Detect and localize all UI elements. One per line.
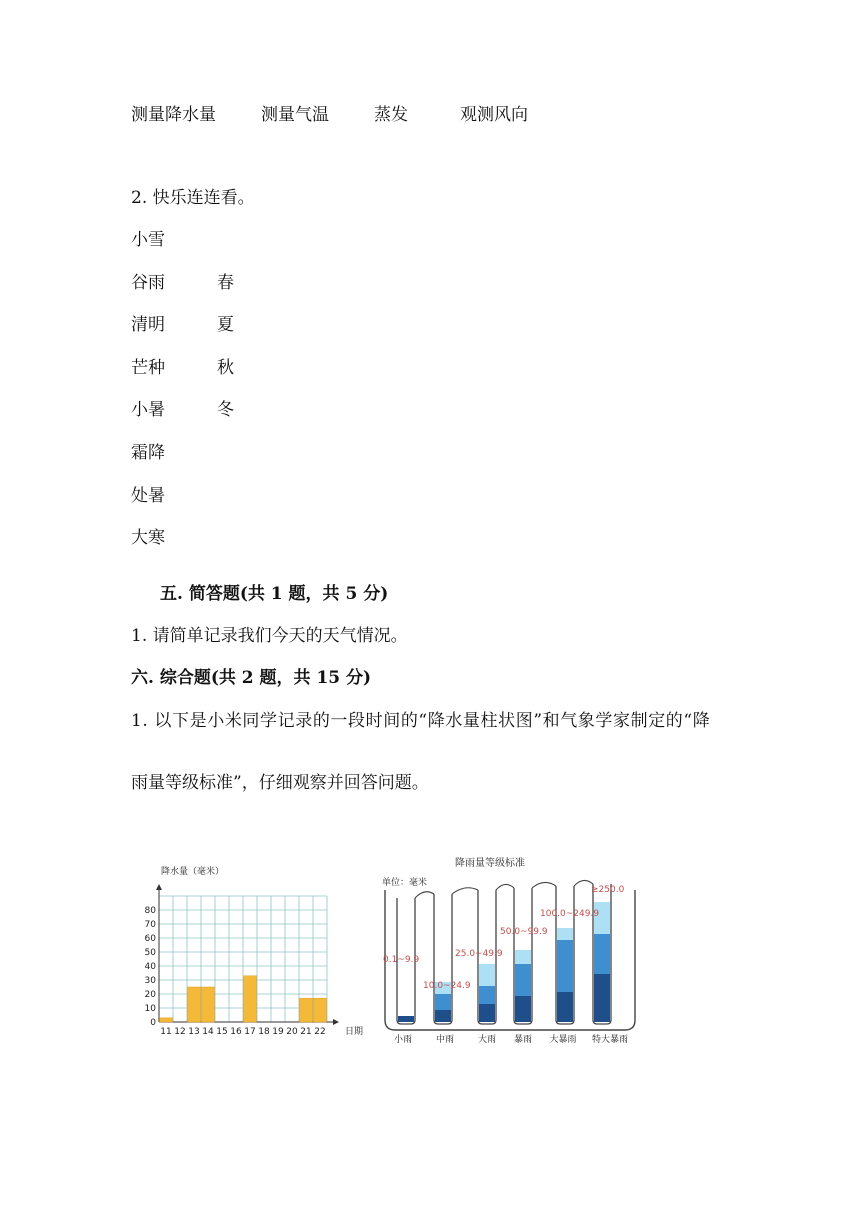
activity-1: 测量降水量 xyxy=(131,105,216,125)
question-2-title: 2. 快乐连连看。 xyxy=(131,188,255,208)
rain-range-label: 0.1~9.9 xyxy=(383,955,420,965)
x-tick-label: 12 xyxy=(174,1027,186,1037)
tube-liquid-layer xyxy=(515,964,531,996)
season-right: 夏 xyxy=(217,315,234,335)
tube-liquid-layer xyxy=(557,928,573,940)
tube-connector xyxy=(496,884,514,890)
x-tick-label: 22 xyxy=(314,1027,326,1037)
section-6-question-1-line2: 雨量等级标准”，仔细观察并回答问题。 xyxy=(131,773,429,793)
activity-3: 蒸发 xyxy=(374,105,408,125)
y-tick-label: 60 xyxy=(145,934,156,944)
precip-bar xyxy=(314,998,327,1022)
rain-level-name: 特大暴雨 xyxy=(591,1035,629,1045)
figure xyxy=(145,850,685,1055)
figure-svg xyxy=(145,850,685,1055)
y-tick-label: 0 xyxy=(150,1018,156,1028)
y-tick-label: 70 xyxy=(145,920,156,930)
x-tick-label: 14 xyxy=(202,1027,214,1037)
solar-term-left: 清明 xyxy=(131,315,165,335)
y-tick-label: 40 xyxy=(145,962,156,972)
rain-range-label: 25.0~49.9 xyxy=(455,949,503,959)
tube-liquid-layer xyxy=(557,992,573,1022)
tube-liquid-layer xyxy=(479,964,495,986)
tube-liquid-layer xyxy=(435,994,451,1010)
x-tick-label: 13 xyxy=(188,1027,200,1037)
rain-range-label: 10.0~24.9 xyxy=(423,981,471,991)
precip-bar xyxy=(202,987,215,1022)
section-6-heading: 六. 综合题(共 2 题，共 15 分) xyxy=(131,668,372,688)
section-5-question-1: 1. 请简单记录我们今天的天气情况。 xyxy=(131,626,408,646)
solar-term-left: 谷雨 xyxy=(131,273,165,293)
tube-liquid-layer xyxy=(479,986,495,1004)
x-axis-arrow xyxy=(333,1019,339,1025)
y-tick-label: 50 xyxy=(145,948,156,958)
x-tick-label: 11 xyxy=(160,1027,172,1037)
x-tick-label: 16 xyxy=(230,1027,242,1037)
y-axis-label: 降水量（毫米） xyxy=(161,867,225,877)
rain-level-name: 中雨 xyxy=(435,1035,455,1045)
section-6-question-1-line1: 1. 以下是小米同学记录的一段时间的“降水量柱状图”和气象学家制定的“降 xyxy=(131,711,711,731)
rain-range-label: ≥250.0 xyxy=(591,885,625,895)
tube-liquid-layer xyxy=(515,996,531,1022)
precip-bar xyxy=(188,987,201,1022)
x-tick-label: 17 xyxy=(244,1027,256,1037)
season-right: 冬 xyxy=(217,400,234,420)
tube-connector xyxy=(532,882,556,888)
tube-liquid-layer xyxy=(557,940,573,992)
solar-term-left: 芒种 xyxy=(131,358,165,378)
y-tick-label: 80 xyxy=(145,906,156,916)
tube-liquid-layer xyxy=(479,1004,495,1022)
x-tick-label: 15 xyxy=(216,1027,228,1037)
tube-liquid-layer xyxy=(515,950,531,964)
rain-standard-unit: 单位：毫米 xyxy=(382,878,428,888)
x-tick-label: 21 xyxy=(300,1027,312,1037)
rain-level-name: 暴雨 xyxy=(513,1035,533,1045)
activity-2: 测量气温 xyxy=(261,105,329,125)
tube-connector xyxy=(415,892,434,898)
season-right: 秋 xyxy=(217,358,234,378)
tube-liquid-layer xyxy=(594,934,610,974)
x-tick-label: 19 xyxy=(272,1027,284,1037)
solar-term-left: 霜降 xyxy=(131,443,165,463)
solar-term-left: 小暑 xyxy=(131,400,165,420)
precip-bar xyxy=(160,1018,173,1022)
precip-bar xyxy=(300,998,313,1022)
rain-range-label: 50.0~99.9 xyxy=(500,927,548,937)
y-tick-label: 20 xyxy=(145,990,156,1000)
x-axis-label: 日期 xyxy=(345,1027,364,1037)
x-tick-label: 20 xyxy=(286,1027,298,1037)
rain-range-label: 100.0~249.9 xyxy=(540,909,600,919)
solar-term-left: 小雪 xyxy=(131,230,165,250)
solar-term-left: 处暑 xyxy=(131,486,165,506)
season-right: 春 xyxy=(217,273,234,293)
rain-level-name: 大暴雨 xyxy=(549,1035,577,1045)
rain-level-name: 大雨 xyxy=(477,1035,497,1045)
tube-liquid-layer xyxy=(398,1016,414,1022)
tube-liquid-layer xyxy=(594,974,610,1022)
tube-connector xyxy=(452,888,478,894)
activity-4: 观测风向 xyxy=(460,105,528,125)
y-tick-label: 30 xyxy=(145,976,156,986)
x-tick-label: 18 xyxy=(258,1027,270,1037)
precip-bar xyxy=(244,976,257,1022)
rain-level-name: 小雨 xyxy=(393,1035,413,1045)
y-tick-label: 10 xyxy=(145,1004,156,1014)
y-axis-arrow xyxy=(156,884,162,890)
tube-liquid-layer xyxy=(435,1010,451,1022)
solar-term-left: 大寒 xyxy=(131,528,165,548)
rain-standard-title: 降雨量等级标准 xyxy=(455,858,525,869)
section-5-heading: 五. 简答题(共 1 题，共 5 分) xyxy=(160,584,389,604)
